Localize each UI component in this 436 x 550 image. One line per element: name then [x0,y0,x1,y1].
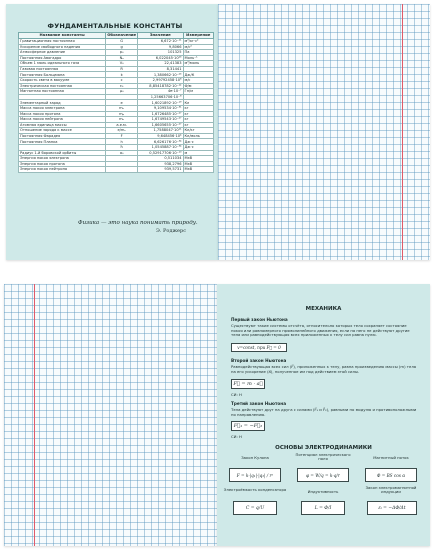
constants-title: ФУНДАМЕНТАЛЬНЫЕ КОНСТАНТЫ [47,22,183,30]
constant-unit: Дж·с [183,139,214,145]
constant-name: Электрическая постоянная [19,83,106,89]
constant-unit: Дж·с [183,144,214,150]
constant-value: 939,5731 [138,167,183,173]
red-margin-line [34,284,35,546]
constant-value: 938,2796 [138,161,183,167]
constant-symbol: ε₀ [106,83,138,89]
constant-name: Газовая постоянная [19,66,106,72]
newton-law3-text: Тела действуют друг на друга с силами (F⃗₁ и F⃗₂), равными по модулю и противоположными по направлению. [231,407,417,417]
constant-symbol: ħ [106,144,138,150]
constant-unit: м/с² [183,44,214,50]
constants-row [19,122,214,128]
constant-unit: МэВ [183,156,214,162]
constant-symbol: mₙ [106,117,138,123]
constant-value: 22,41383 [138,61,183,67]
constant-unit: Кл [183,100,214,106]
newton-law3-unit: СИ: Н [231,434,242,439]
constants-cover-page [6,4,218,260]
constant-unit: кг [183,117,214,123]
constant-symbol [106,167,138,173]
constant-unit: МэВ [183,161,214,167]
induction-law-caption: Закон электромагнитной индукции [365,485,417,495]
constant-symbol: V₀ [106,61,138,67]
constant-name: Постоянная Планка [19,139,106,145]
constant-value: 1,25663706·10⁻⁶ [138,94,183,100]
constant-name: Атомная единица массы [19,122,106,128]
constant-value: 0,511034 [138,156,183,162]
newton-law1-text: Существуют такие системы отсчёта, относительно которых тело сохраняет состояние покоя или равномерного прямолинейного движения, если на него не действуют другие тела или равнодействующая всех приложенных к телу сил равна нулю. [231,323,410,338]
newton-law2-text: Равнодействующая всех сил (F⃗), приложенных к телу, равна произведению массы (m) тела на его ускорение (a⃗), полученное им под действием этой силы. [231,364,417,374]
constant-symbol: a₀ [106,150,138,156]
constant-unit: м [183,150,214,156]
capacitance-caption: Электроёмкость конденсатора [223,487,287,492]
inductance-caption: Индуктивность [307,489,339,494]
constant-name: Энергия покоя нейтрона [19,167,106,173]
constant-value: 4π·10⁻⁷ [138,89,183,95]
constant-name: Объем 1 моль идеального газа [19,61,106,67]
constant-name: Энергия покоя электрона [19,156,106,162]
constant-unit: Ф/м [183,83,214,89]
constant-symbol: h [106,139,138,145]
constant-value: 6,672·10⁻¹¹ [138,38,183,44]
red-margin-line [402,4,403,260]
newton-law1-heading: Первый закон Ньютона [231,317,288,322]
constant-symbol: e/mₑ [106,128,138,134]
constant-name: Отношение заряда к массе [19,128,106,134]
header-symbol: Обозначение [107,32,137,38]
bottom-notebook-spread [0,280,436,550]
constants-row [19,167,214,173]
constant-unit: кг [183,122,214,128]
constant-symbol: mₑ [106,105,138,111]
newton-law2-heading: Второй закон Ньютона [231,358,287,363]
constant-unit: Кл/кг [183,128,214,134]
newton-law3-heading: Третий закон Ньютона [231,401,287,406]
constant-name: Масса покоя нейтрона [19,117,106,123]
constant-value: 1,0545887·10⁻³⁴ [138,144,183,150]
mechanics-title: МЕХАНИКА [305,306,342,312]
constant-value: 9,8066 [138,44,183,50]
top-notebook-spread [0,0,436,262]
grid-page-bottom-left [4,284,217,546]
constant-value: 9,648456·10⁴ [138,133,183,139]
constant-name: Постоянная Авогадро [19,55,106,61]
constant-name: Атмосферное давление [19,50,106,56]
constant-symbol: c [106,78,138,84]
constant-value: 2,99792458·10⁸ [138,78,183,84]
constant-symbol: μ₀ [106,89,138,95]
electrodynamics-title: ОСНОВЫ ЭЛЕКТРОДИНАМИКИ [275,445,372,451]
constant-name: Скорость света в вакууме [19,78,106,84]
constant-symbol: e [106,100,138,106]
constant-unit: Дж/К [183,72,214,78]
constant-name: Радиус 1-й боровской орбиты [19,150,106,156]
constant-unit: Па [183,50,214,56]
constant-value: 1,7588047·10¹¹ [138,128,183,134]
inductance-formula: L = Φ/I [301,501,345,515]
header-name: Название константы [19,33,106,39]
constant-symbol: mₚ [106,111,138,117]
potential-formula: φ = W/q = k·q/r [297,468,349,482]
constant-symbol: Nₐ [106,55,138,61]
physics-quote: Физика — это наука понимать природу. [78,220,198,226]
constant-unit: Гн/м [183,89,214,95]
constant-name: Масса покоя электрона [19,105,106,111]
constant-name: Постоянная Больцмана [19,72,106,78]
magnetic-flux-formula: Φ = BS cos α [365,468,417,482]
constant-name: Энергия покоя протона [19,161,106,167]
constant-symbol: а.е.м. [106,122,138,128]
constant-symbol: R [106,66,138,72]
grid-page-top-right [218,4,430,260]
newton-law3-formula: F⃗₁ = −F⃗₂ [231,421,265,431]
constant-symbol: g [106,44,138,50]
induction-law-formula: εᵢ = −ΔΦ/Δt [367,501,417,515]
coulomb-law-formula: F = k·|q₁|·|q₂| / r² [229,468,281,482]
coulomb-law-caption: Закон Кулона [241,455,269,460]
potential-caption: Потенциал электрического поля [295,452,351,462]
quote-author: Э. Роджерс [156,228,187,234]
constant-symbol: k [106,72,138,78]
capacitance-formula: C = q/U [233,501,277,515]
constant-symbol: p₀ [106,50,138,56]
header-unit: Измерение [183,33,214,39]
constant-unit: м/с [183,78,214,84]
newton-law2-formula: F⃗ = m · a⃗ [231,379,265,389]
constant-value: 1,6726485·10⁻²⁷ [138,111,183,117]
constant-value: 1,6605655·10⁻²⁷ [138,122,183,128]
magnetic-flux-caption: Магнитный поток [373,455,409,460]
constant-name: Магнитная постоянная [19,89,106,95]
constant-value: 1,6021892·10⁻¹⁹ [138,100,183,106]
constant-name: Масса покоя протона [19,111,106,117]
constant-unit: Моль⁻¹ [183,55,214,61]
constant-value: 6,022045·10²³ [138,55,183,61]
constant-value: 8,31441 [138,66,183,72]
constant-unit: м³/моль [183,61,214,67]
constant-value: 0,52917706·10⁻¹⁰ [138,150,183,156]
constant-name: Ускорение свободного падения [19,44,106,50]
newton-law2-unit: СИ: Н [231,392,242,397]
constant-symbol: F [106,133,138,139]
constant-unit: м³/кг·с² [183,38,214,44]
constant-unit: кг [183,111,214,117]
constant-name: Постоянная Фарадея [19,133,106,139]
physics-cover-page [217,284,430,546]
constant-unit: Кл/моль [183,133,214,139]
constant-value: 9,109534·10⁻³¹ [138,105,183,111]
constant-name: Элементарный заряд [19,100,106,106]
constant-unit: кг [183,105,214,111]
constant-value: 8,85418782·10⁻¹² [138,83,183,89]
constant-value: 101325 [138,50,183,56]
constant-unit: МэВ [183,167,214,173]
constant-symbol: G [106,38,138,44]
header-value: Значение [138,33,183,39]
constant-value: 1,380662·10⁻²³ [138,72,183,78]
constants-table [18,32,214,173]
constant-value: 1,6749543·10⁻²⁷ [138,117,183,123]
newton-law1-formula: v=const, при F⃗ = 0 [231,343,287,352]
constants-table-body [19,38,214,172]
constant-name: Гравитационная постоянная [19,38,106,44]
constant-value: 6,626176·10⁻³⁴ [138,139,183,145]
